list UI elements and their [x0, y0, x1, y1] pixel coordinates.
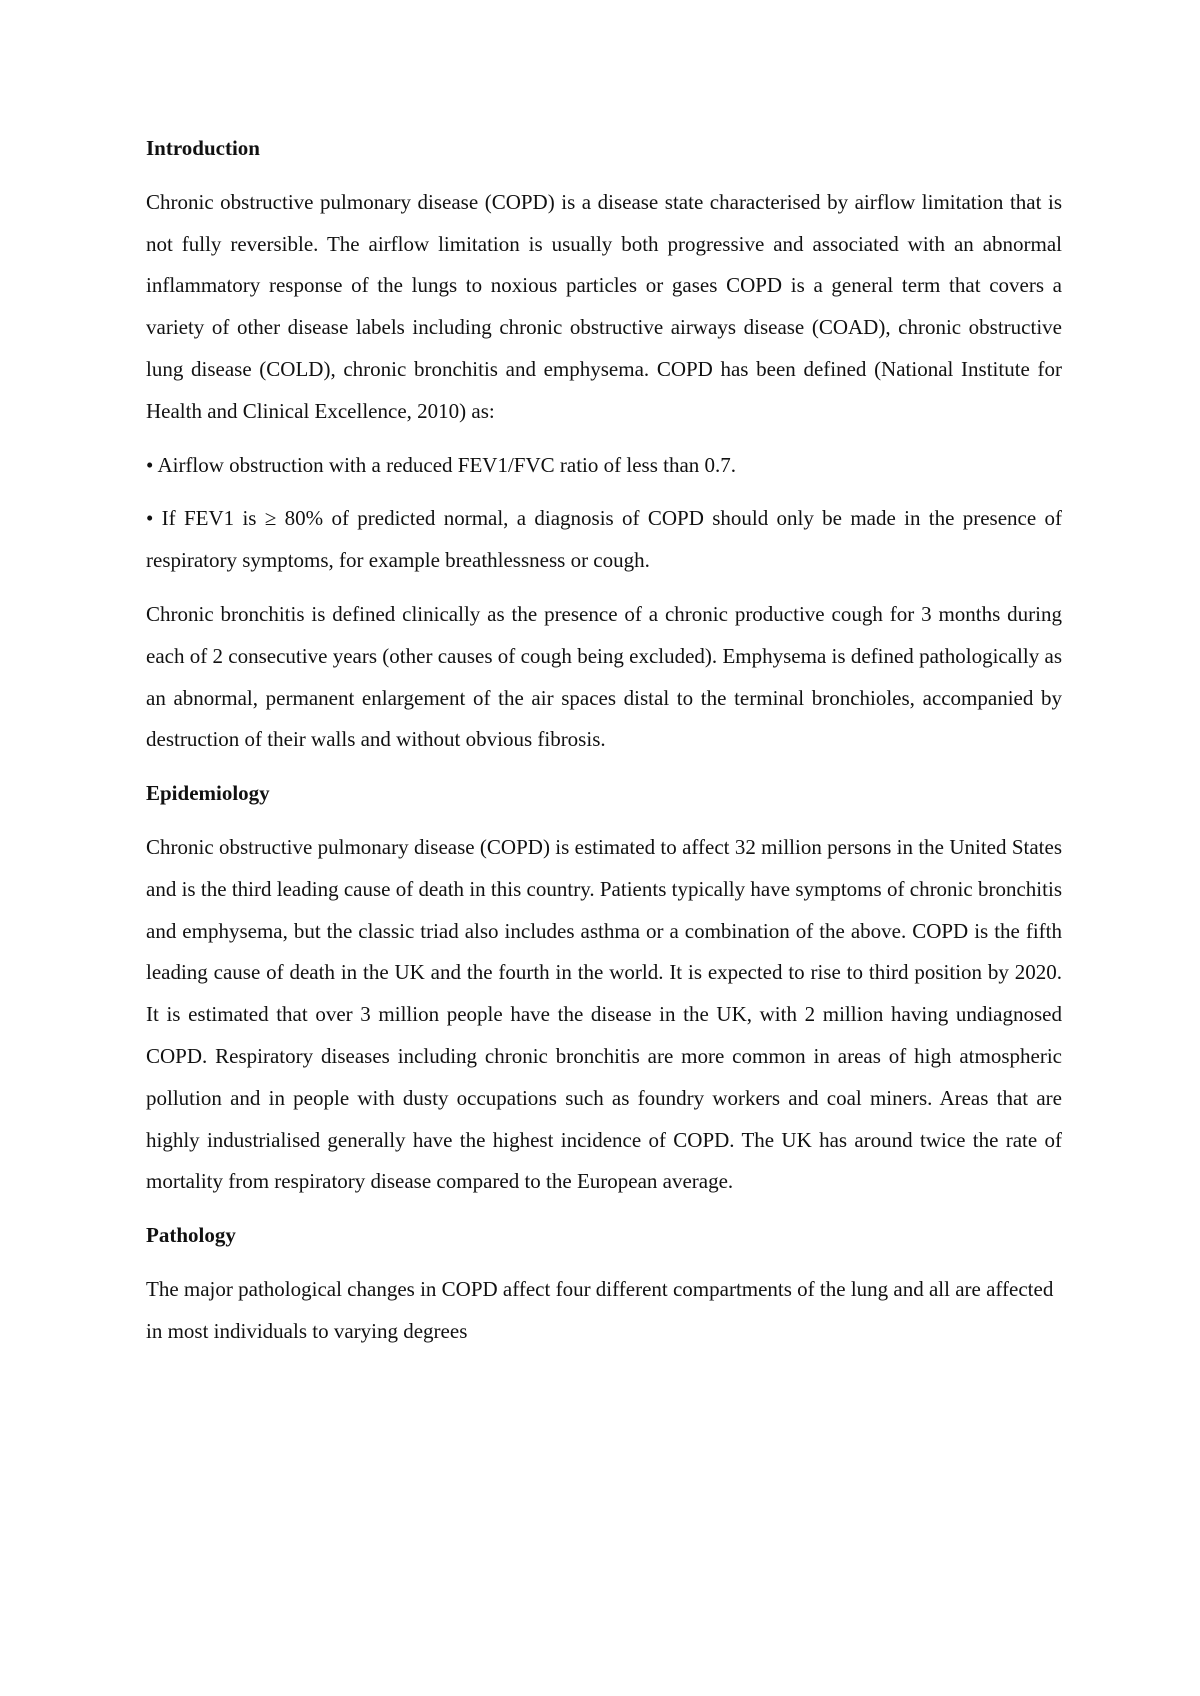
paragraph-epidemiology: Chronic obstructive pulmonary disease (COPD) is estimated to affect 32 million persons in the United States and is the third leading cause of death in this country. Patients typically have symptoms of chronic bronchitis and emphysema, but the classic triad also includes asthma or a combination of the above. COPD is the fifth leading cause of death in the UK and the fourth in the world. It is expected to rise to third position by 2020. It is estimated that over 3 million people have the disease in the UK, with 2 million having undiagnosed COPD. Respiratory diseases including chronic bronchitis are more common in areas of high atmospheric pollution and in people with dusty occupations such as foundry workers and coal miners. Areas that are highly industrialised generally have the highest incidence of COPD. The UK has around twice the rate of mortality from respiratory disease compared to the European average. [146, 834, 1062, 1194]
paragraph-copd-definition: Chronic obstructive pulmonary disease (COPD) is a disease state characterised by airflow limitation that is not fully reversible. The airflow limitation is usually both progressive and associated with an abnormal inflammatory response of the lungs to noxious particles or gases COPD is a general term that covers a variety of other disease labels including chronic obstructive airways disease (COAD), chronic obstructive lung disease (COLD), chronic bronchitis and emphysema. COPD has been defined (National Institute for Health and Clinical Excellence, 2010) as: [146, 189, 1062, 423]
bullet-airflow-obstruction: • Airflow obstruction with a reduced FEV1/FVC ratio of less than 0.7. [146, 452, 737, 477]
bullet-fev1-criteria: • If FEV1 is ≥ 80% of predicted normal, a diagnosis of COPD should only be made in the presence of respiratory symptoms, for example breathlessness or cough. [146, 506, 1062, 573]
heading-epidemiology: Epidemiology [146, 781, 270, 806]
paragraph-pathology: The major pathological changes in COPD affect four different compartments of the lung and all are affected in most individuals to varying degrees [146, 1276, 1054, 1343]
heading-pathology: Pathology [146, 1223, 236, 1248]
heading-introduction: Introduction [146, 136, 260, 160]
document-page [146, 128, 1062, 1353]
paragraph-bronchitis-emphysema: Chronic bronchitis is defined clinically as the presence of a chronic productive cough for 3 months during each of 2 consecutive years (other causes of cough being excluded). Emphysema is defined pathologically as an abnormal, permanent enlargement of the air spaces distal to the terminal bronchioles, accompanied by destruction of their walls and without obvious fibrosis. [146, 601, 1062, 752]
